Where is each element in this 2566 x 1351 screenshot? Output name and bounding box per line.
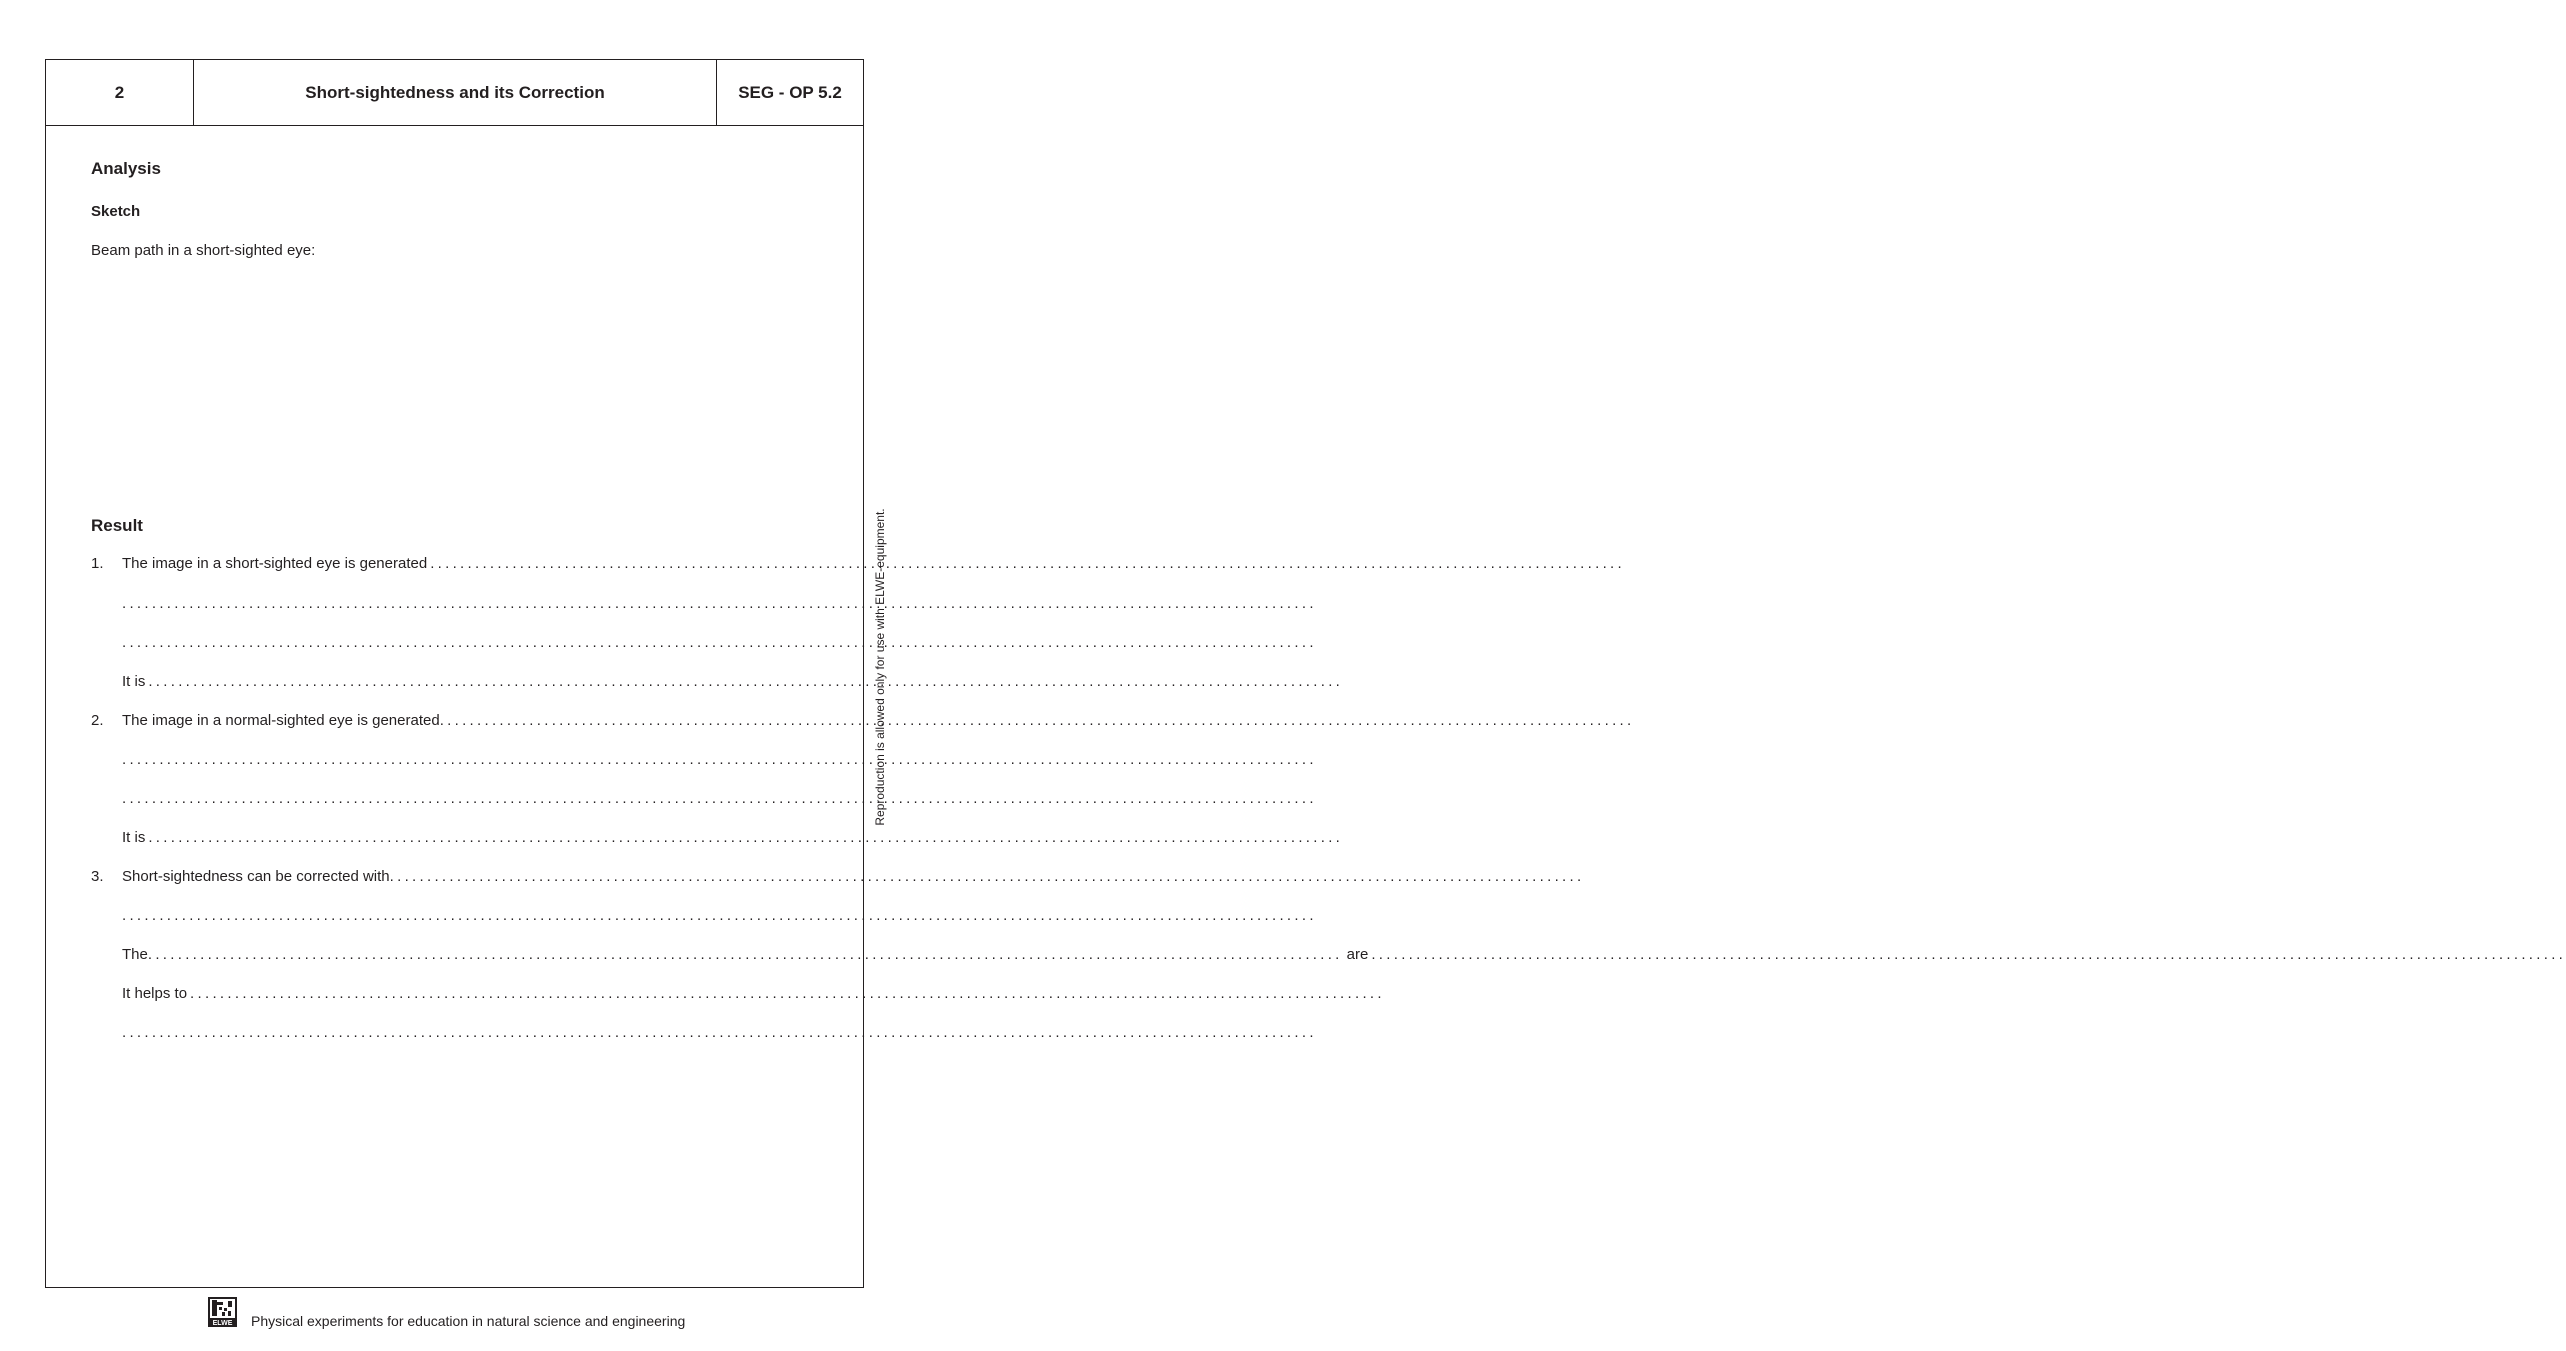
question-text: Short-sightedness can be corrected with — [122, 868, 390, 885]
answer-line[interactable] — [122, 790, 1317, 812]
page-number: 2 — [46, 60, 194, 125]
dotted-blank[interactable]: ................................................................................................................................................................ — [122, 751, 1317, 768]
answer-line[interactable] — [122, 985, 1385, 1007]
the-label: The — [122, 946, 148, 963]
dotted-blank[interactable]: ................................................................................................................................................................ — [122, 790, 1317, 807]
sketch-heading: Sketch — [91, 203, 141, 220]
answer-line[interactable] — [122, 829, 1344, 851]
dotted-blank[interactable]: ................................................................................................................................................................ — [148, 673, 1344, 690]
answer-line[interactable] — [122, 907, 1317, 929]
page-title: Short-sightedness and its Correction — [194, 60, 717, 125]
answer-line[interactable] — [122, 634, 1317, 656]
analysis-heading: Analysis — [91, 159, 161, 178]
it-is-label: It is — [122, 829, 146, 846]
dotted-blank[interactable]: ................................................................................................................................................................ — [122, 595, 1317, 612]
answer-line[interactable] — [122, 1024, 1317, 1046]
result-heading: Result — [91, 516, 143, 535]
sketch-drawing-area[interactable] — [91, 270, 811, 500]
answer-line[interactable] — [122, 595, 1317, 617]
answer-line[interactable] — [91, 555, 1625, 577]
reproduction-note: Reproduction is allowed only for use with ELWE-equipment. — [873, 508, 887, 826]
dotted-blank[interactable]: ................................................................................................................................................................ — [190, 985, 1385, 1002]
logo-text: ELWE — [212, 1320, 233, 1327]
beam-path-label: Beam path in a short-sighted eye: — [91, 242, 316, 259]
answer-line[interactable] — [91, 712, 1635, 734]
dotted-blank[interactable]: ................................................................................................................................................................ — [122, 1024, 1317, 1041]
helps-label: It helps to — [122, 985, 188, 1002]
footer-text: Physical experiments for education in natural science and engineering — [251, 1313, 686, 1329]
are-label: are — [1346, 946, 1369, 963]
item-number: 1. — [91, 555, 104, 572]
dotted-blank[interactable]: ................................................................................................................................................................ — [147, 946, 1343, 963]
item-number: 2. — [91, 712, 104, 729]
answer-line[interactable] — [122, 946, 2566, 968]
dotted-blank[interactable]: ................................................................................................................................................................ — [1371, 946, 2566, 963]
item-number: 3. — [91, 868, 104, 885]
answer-line[interactable] — [91, 868, 1585, 890]
dotted-blank[interactable]: ................................................................................................................................................................ — [122, 907, 1317, 924]
dotted-blank[interactable]: ................................................................................................................................................................ — [148, 829, 1344, 846]
question-text: The image in a short-sighted eye is generated — [122, 555, 428, 572]
answer-line[interactable] — [122, 751, 1317, 773]
dotted-blank[interactable]: ................................................................................................................................................................ — [389, 868, 1585, 885]
dotted-blank[interactable]: ................................................................................................................................................................ — [122, 634, 1317, 651]
document-code: SEG - OP 5.2 — [738, 82, 842, 102]
question-text: The image in a normal-sighted eye is generated — [122, 712, 440, 729]
elwe-logo-icon — [208, 1297, 237, 1327]
it-is-label: It is — [122, 673, 146, 690]
answer-line[interactable] — [122, 673, 1344, 695]
dotted-blank[interactable]: ................................................................................................................................................................ — [439, 712, 1635, 729]
header-table — [46, 60, 863, 126]
dotted-blank[interactable]: ................................................................................................................................................................ — [430, 555, 1625, 572]
